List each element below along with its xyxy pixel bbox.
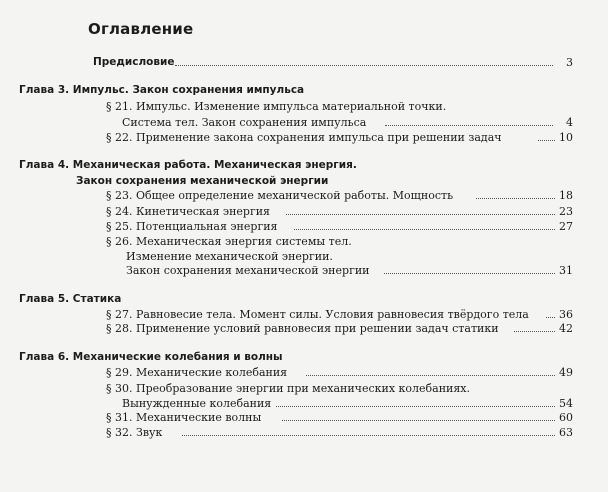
toc-entry [106,188,573,203]
page-number: 23 [559,205,573,218]
toc-entry [106,425,573,440]
leader-dots [175,65,553,66]
section-line: § 28. Применение условий равновесия при решении задач статики [106,322,499,335]
toc-entry [106,204,573,219]
section-line: § 25. Потенциальная энергия [106,220,278,233]
toc-entry [106,410,573,425]
chapter-heading-continued: Закон сохранения механической энергии [76,175,329,187]
chapter-heading: Глава 4. Механическая работа. Механическая энергия. [19,159,357,171]
toc-entry [106,307,573,322]
leader-dots [385,125,553,126]
page-number: 27 [559,220,573,233]
section-line: Вынужденные колебания [122,397,272,410]
section-line: § 31. Механические волны [106,411,262,424]
preface-entry [93,55,573,70]
leader-dots [384,273,555,274]
page-number: 10 [559,131,573,144]
leader-dots [306,375,555,376]
page-number: 60 [559,411,573,424]
toc-entry [106,365,573,380]
leader-dots [282,420,555,421]
preface-label: Предисловие [93,56,175,68]
toc-entry [106,219,573,234]
section-line: § 24. Кинетическая энергия [106,205,270,218]
section-line: § 26. Механическая энергия системы тел. [106,235,352,248]
page-number: 18 [559,189,573,202]
section-line: § 22. Применение закона сохранения импульса при решении задач [106,131,502,144]
chapter-heading: Глава 6. Механические колебания и волны [19,351,283,363]
leader-dots [182,435,555,436]
toc-entry [122,396,573,411]
chapter-heading: Глава 3. Импульс. Закон сохранения импульса [19,84,305,96]
page-number: 49 [559,366,573,379]
toc-entry [106,321,573,336]
page-number: 36 [559,308,573,321]
leader-dots [286,214,555,215]
section-line: § 27. Равновесие тела. Момент силы. Условия равновесия твёрдого тела [106,308,529,321]
page-number: 31 [559,264,573,277]
leader-dots [294,229,555,230]
section-line: § 21. Импульс. Изменение импульса материальной точки. [106,100,447,113]
section-line: § 29. Механические колебания [106,366,288,379]
toc-entry [122,115,573,130]
section-line: Закон сохранения механической энергии [126,264,370,277]
toc-title: Оглавление [88,20,194,38]
page-number: 3 [566,56,573,69]
page-number: 54 [559,397,573,410]
chapter-heading: Глава 5. Статика [19,293,122,305]
toc-entry [126,263,573,278]
section-line: § 30. Преобразование энергии при механических колебаниях. [106,382,471,395]
toc-entry [106,130,573,145]
section-line: § 23. Общее определение механической работы. Мощность [106,189,454,202]
section-line: Система тел. Закон сохранения импульса [122,116,367,129]
section-line: § 32. Звук [106,426,163,439]
page-number: 42 [559,322,573,335]
leader-dots [276,406,555,407]
page-number: 63 [559,426,573,439]
section-line: Изменение механической энергии. [126,250,333,263]
page-number: 4 [566,116,573,129]
